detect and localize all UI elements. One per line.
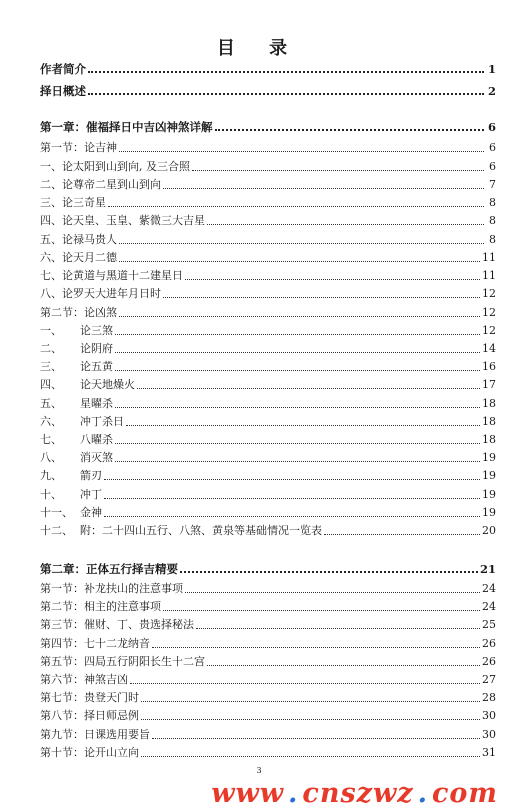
toc-entry-page: 2 bbox=[487, 84, 496, 98]
dot-leader bbox=[104, 516, 480, 517]
toc-entry-title: 第五节：四局五行阴阳长生十二宫 bbox=[40, 655, 205, 668]
toc-entry bbox=[40, 520, 496, 538]
toc-entry-title: 第二节：相主的注意事项 bbox=[40, 600, 161, 613]
toc-entry-label bbox=[40, 469, 102, 483]
toc-entry-page: 14 bbox=[482, 342, 496, 355]
watermark-domain: cnszwz bbox=[302, 777, 414, 809]
toc-entry-subtitle: 箭刃 bbox=[80, 469, 102, 482]
toc-entry-label bbox=[40, 141, 117, 155]
toc-entry-page: 19 bbox=[482, 469, 496, 482]
toc-entry bbox=[40, 302, 496, 320]
toc-entry-page: 12 bbox=[482, 324, 496, 337]
toc-entry-title: 一、 bbox=[40, 324, 62, 337]
dot-leader bbox=[180, 571, 478, 573]
toc-entry-label bbox=[40, 233, 117, 247]
toc-entry-label bbox=[40, 269, 183, 283]
dot-leader bbox=[192, 170, 484, 171]
dot-leader bbox=[137, 388, 480, 389]
dot-leader bbox=[196, 628, 480, 629]
toc-entry-title: 第一节：论吉神 bbox=[40, 141, 117, 154]
dot-leader bbox=[163, 188, 484, 189]
toc-entry-page: 18 bbox=[482, 433, 496, 446]
toc-entry-page: 12 bbox=[482, 306, 496, 319]
toc-entry-label bbox=[40, 397, 113, 411]
toc-entry-subtitle: 星曜杀 bbox=[80, 397, 113, 410]
dot-leader bbox=[163, 610, 480, 611]
toc-entry-title: 第八节：择日师忌例 bbox=[40, 709, 139, 722]
toc-entry bbox=[40, 320, 496, 338]
toc-entry-title: 九、 bbox=[40, 469, 62, 482]
toc-entry bbox=[40, 447, 496, 465]
toc-entry-label bbox=[40, 196, 106, 210]
toc-entry-label bbox=[40, 360, 113, 374]
toc-entry-page: 8 bbox=[489, 196, 496, 209]
toc-entry-subtitle: 金神 bbox=[80, 506, 102, 519]
toc-entry-title: 第十节：论开山立向 bbox=[40, 746, 139, 759]
toc-entry bbox=[40, 465, 496, 483]
toc-entry-label bbox=[40, 415, 124, 429]
toc-entry-label bbox=[40, 342, 113, 356]
toc-entry-title: 择日概述 bbox=[40, 84, 86, 98]
toc-entry-subtitle: 论天地燥火 bbox=[80, 378, 135, 391]
toc-entry-page: 6 bbox=[487, 120, 496, 134]
toc-entry-subtitle: 论五黄 bbox=[80, 360, 113, 373]
toc-entry-title: 第二章：正体五行择吉精要 bbox=[40, 562, 178, 576]
toc-entry bbox=[40, 578, 496, 596]
toc-entry-page: 6 bbox=[489, 160, 496, 173]
toc-entry bbox=[40, 374, 496, 392]
toc-entry-page: 8 bbox=[489, 233, 496, 246]
dot-leader bbox=[207, 665, 480, 666]
toc-entry-title: 八、 bbox=[40, 451, 62, 464]
toc-entry bbox=[40, 156, 496, 174]
toc-entry bbox=[40, 633, 496, 651]
toc-entry-label bbox=[40, 582, 183, 596]
dot-leader bbox=[115, 407, 480, 408]
toc-entry bbox=[40, 429, 496, 447]
toc-entry bbox=[40, 411, 496, 429]
toc-entry bbox=[40, 265, 496, 283]
toc-entry-label bbox=[40, 655, 205, 669]
toc-entry bbox=[40, 338, 496, 356]
toc-entry-page: 31 bbox=[482, 746, 496, 759]
dot-leader bbox=[130, 683, 480, 684]
toc-entry-label bbox=[40, 506, 102, 520]
toc-entry-label bbox=[40, 562, 178, 576]
dot-leader bbox=[115, 334, 480, 335]
toc-entry-subtitle: 消灭煞 bbox=[80, 451, 113, 464]
toc-entry-page: 18 bbox=[482, 415, 496, 428]
toc-entry-page: 26 bbox=[482, 655, 496, 668]
dot-leader bbox=[185, 592, 480, 593]
toc-entry-page: 18 bbox=[482, 397, 496, 410]
dot-leader bbox=[88, 93, 484, 95]
toc-entry-subtitle: 冲丁 bbox=[80, 488, 102, 501]
toc-entry-label bbox=[40, 251, 117, 265]
toc-entry-page: 11 bbox=[482, 251, 496, 264]
dot-leader bbox=[119, 261, 480, 262]
toc-entry-label bbox=[40, 324, 113, 338]
toc-entry-title: 二、 bbox=[40, 342, 62, 355]
toc-entry-title: 第一节：补龙扶山的注意事项 bbox=[40, 582, 183, 595]
dot-leader bbox=[141, 719, 480, 720]
toc-entry bbox=[40, 116, 496, 134]
toc-entry-page: 25 bbox=[482, 618, 496, 631]
toc-entry-label bbox=[40, 160, 190, 174]
toc-entry-page: 24 bbox=[482, 582, 496, 595]
dot-leader bbox=[126, 425, 480, 426]
dot-leader bbox=[324, 534, 480, 535]
toc-entry-title: 第九节：日课选用要旨 bbox=[40, 728, 150, 741]
toc-entry-page: 11 bbox=[482, 269, 496, 282]
toc-entry bbox=[40, 558, 496, 576]
page-title: 目 录 bbox=[216, 38, 302, 59]
toc-entry-label bbox=[40, 746, 139, 760]
toc-entry-title: 二、论尊帝二星到山到向 bbox=[40, 178, 161, 191]
watermark-tld: com bbox=[431, 777, 498, 809]
toc-entry-title: 第二节：论凶煞 bbox=[40, 306, 117, 319]
dot-leader bbox=[119, 316, 480, 317]
toc-entry-title: 四、论天皇、玉皇、紫微三大吉星 bbox=[40, 214, 205, 227]
toc-entry-page: 26 bbox=[482, 637, 496, 650]
toc-entry bbox=[40, 596, 496, 614]
toc-entry-label bbox=[40, 637, 150, 651]
toc-entry-title: 第一章：催福择日中吉凶神煞详解 bbox=[40, 120, 213, 134]
dot-leader bbox=[104, 479, 480, 480]
toc-entry-title: 第七节：贵登天门时 bbox=[40, 691, 139, 704]
toc-entry-title: 七、论黄道与黑道十二建星日 bbox=[40, 269, 183, 282]
watermark-dot: . bbox=[287, 777, 299, 809]
toc-entry-label bbox=[40, 451, 113, 465]
toc-entry-page: 30 bbox=[482, 728, 496, 741]
toc-entry bbox=[40, 58, 496, 76]
dot-leader bbox=[88, 71, 484, 73]
dot-leader bbox=[141, 701, 480, 702]
toc-entry-label bbox=[40, 378, 135, 392]
toc-entry bbox=[40, 192, 496, 210]
toc-entry bbox=[40, 393, 496, 411]
toc-entry-title: 七、 bbox=[40, 433, 62, 446]
toc-entry-page: 20 bbox=[482, 524, 496, 537]
toc-entry bbox=[40, 174, 496, 192]
watermark-dot: . bbox=[417, 777, 428, 809]
toc-entry bbox=[40, 651, 496, 669]
toc-entry-title: 十二、 bbox=[40, 524, 73, 537]
toc-entry bbox=[40, 80, 496, 98]
toc-entry-page: 19 bbox=[482, 451, 496, 464]
dot-leader bbox=[115, 352, 480, 353]
toc-entry-title: 作者简介 bbox=[40, 62, 86, 76]
toc-entry-title: 六、论天月二德 bbox=[40, 251, 117, 264]
toc-entry-subtitle: 冲丁杀日 bbox=[80, 415, 124, 428]
watermark-www: www bbox=[211, 777, 284, 809]
toc-entry-title: 第六节：神煞吉凶 bbox=[40, 673, 128, 686]
dot-leader bbox=[115, 370, 480, 371]
toc-entry bbox=[40, 356, 496, 374]
toc-entry-label bbox=[40, 488, 102, 502]
toc-entry bbox=[40, 669, 496, 687]
toc-entry-label bbox=[40, 178, 161, 192]
toc-entry-label bbox=[40, 673, 128, 687]
toc-entry-page: 8 bbox=[489, 214, 496, 227]
toc-entry-label bbox=[40, 728, 150, 742]
toc-entry-title: 十一、 bbox=[40, 506, 73, 519]
toc-entry-label bbox=[40, 618, 194, 632]
dot-leader bbox=[141, 756, 480, 757]
toc-entry-page: 7 bbox=[489, 178, 496, 191]
toc-entry-page: 17 bbox=[482, 378, 496, 391]
dot-leader bbox=[108, 206, 484, 207]
toc-entry-page: 6 bbox=[489, 141, 496, 154]
toc-entry-subtitle: 论三煞 bbox=[80, 324, 113, 337]
dot-leader bbox=[215, 129, 485, 131]
dot-leader bbox=[207, 224, 484, 225]
watermark-logo bbox=[211, 778, 498, 808]
toc-entry-subtitle: 八曜杀 bbox=[80, 433, 113, 446]
toc-entry-title: 第三节：催财、丁、贵选择秘法 bbox=[40, 618, 194, 631]
toc-entry-title: 十、 bbox=[40, 488, 62, 501]
toc-entry-title: 八、论罗天大进年月日时 bbox=[40, 287, 161, 300]
toc-entry-title: 五、论禄马贵人 bbox=[40, 233, 117, 246]
toc-entry-subtitle: 附：二十四山五行、八煞、黄泉等基础情况一览表 bbox=[80, 524, 322, 537]
toc-entry-title: 一、论太阳到山到向, 及三合照 bbox=[40, 160, 190, 173]
toc-entry-label bbox=[40, 84, 86, 98]
toc-entry bbox=[40, 614, 496, 632]
dot-leader bbox=[115, 461, 480, 462]
toc-entry-title: 三、 bbox=[40, 360, 62, 373]
toc-entry-title: 四、 bbox=[40, 378, 62, 391]
dot-leader bbox=[119, 151, 484, 152]
dot-leader bbox=[152, 738, 480, 739]
toc-entry-label bbox=[40, 524, 322, 538]
toc-entry-label bbox=[40, 709, 139, 723]
toc-entry-label bbox=[40, 306, 117, 320]
toc-entry-page: 30 bbox=[482, 709, 496, 722]
toc-entry-label bbox=[40, 120, 213, 134]
page-number: 3 bbox=[256, 766, 262, 775]
toc-entry bbox=[40, 742, 496, 760]
toc-entry-page: 19 bbox=[482, 488, 496, 501]
toc-entry-label bbox=[40, 287, 161, 301]
toc-entry-page: 24 bbox=[482, 600, 496, 613]
toc-entry-page: 1 bbox=[487, 62, 496, 76]
toc-entry-subtitle: 论阴府 bbox=[80, 342, 113, 355]
dot-leader bbox=[163, 297, 480, 298]
dot-leader bbox=[104, 498, 480, 499]
toc-entry-page: 27 bbox=[482, 673, 496, 686]
toc-entry-label bbox=[40, 600, 161, 614]
dot-leader bbox=[119, 243, 484, 244]
dot-leader bbox=[152, 647, 480, 648]
toc-entry-title: 五、 bbox=[40, 397, 62, 410]
toc-entry bbox=[40, 210, 496, 228]
toc-entry-title: 三、论三奇星 bbox=[40, 196, 106, 209]
toc-entry bbox=[40, 687, 496, 705]
toc-entry bbox=[40, 229, 496, 247]
toc-entry-page: 12 bbox=[482, 287, 496, 300]
toc-entry bbox=[40, 137, 496, 155]
toc-entry-title: 第四节：七十二龙纳音 bbox=[40, 637, 150, 650]
toc-entry bbox=[40, 502, 496, 520]
toc-entry bbox=[40, 247, 496, 265]
toc-entry-title: 六、 bbox=[40, 415, 62, 428]
toc-entry bbox=[40, 724, 496, 742]
toc-entry bbox=[40, 705, 496, 723]
toc-entry-label bbox=[40, 691, 139, 705]
toc-entry-page: 16 bbox=[482, 360, 496, 373]
toc-entry-page: 21 bbox=[479, 562, 496, 576]
toc-entry bbox=[40, 283, 496, 301]
toc-entry-label bbox=[40, 62, 86, 76]
toc-entry-label bbox=[40, 433, 113, 447]
toc-entry-page: 28 bbox=[482, 691, 496, 704]
toc-entry-label bbox=[40, 214, 205, 228]
dot-leader bbox=[185, 279, 480, 280]
dot-leader bbox=[115, 443, 480, 444]
toc-entry bbox=[40, 484, 496, 502]
toc-entry-page: 19 bbox=[482, 506, 496, 519]
